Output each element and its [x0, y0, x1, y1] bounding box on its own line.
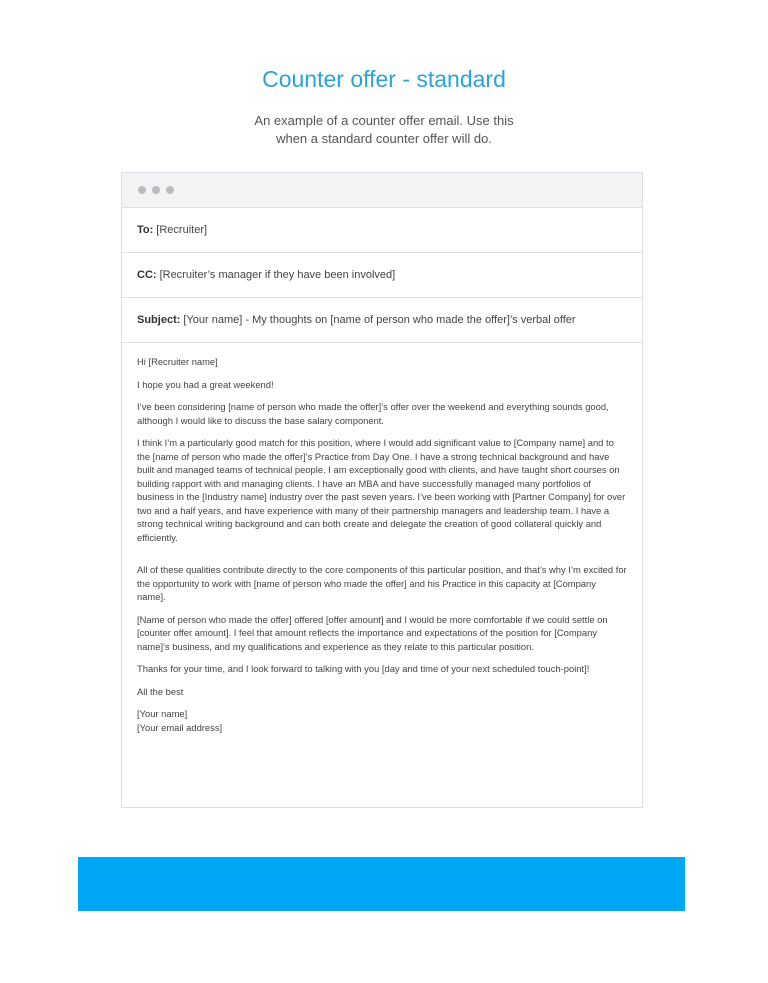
body-greeting: Hi [Recruiter name] [137, 356, 218, 367]
window-dot-icon [166, 186, 174, 194]
cc-row [122, 253, 642, 298]
subtitle-line-1: An example of a counter offer email. Use this [254, 113, 514, 128]
window-dot-icon [138, 186, 146, 194]
body-paragraph-3: I think I’m a particularly good match for this position, where I would add significant value to [Company name] and to the [name of person who made the offer]’s Practice from Day One. I have a strong technical background and have built and managed teams of technical people. I am exceptionally good with clients, and have taught short courses on building rapport with and managing clients. I have an MBA and have successfully managed many portfolios of business in the [Industry name] industry over the past seven years. I’ve been working with [Partner Company] for over two and a half years, and have experience with many of their partnership managers and leadership team. I have a strong technical writing background and can both create and delegate the creation of good collateral quickly and efficiently. [137, 437, 626, 543]
to-row [122, 208, 642, 253]
window-dot-icon [152, 186, 160, 194]
body-paragraph-5: [Name of person who made the offer] offered [offer amount] and I would be more comfortable if we could settle on [counter offer amount]. I feel that amount reflects the importance and expectations of the position for [Company name]’s business, and my qualifications and experience as they relate to this particular position. [137, 613, 608, 652]
page-title: Counter offer - standard [262, 66, 506, 92]
subject-row [122, 298, 642, 343]
body-signoff: All the best [137, 685, 184, 697]
subject-value: [Your name] - My thoughts on [name of person who made the offer]’s verbal offer [183, 314, 576, 326]
cc-label: CC: [137, 269, 157, 281]
body-paragraph-1: I hope you had a great weekend! [137, 378, 274, 390]
body-paragraph-6: Thanks for your time, and I look forward to talking with you [day and time of your next scheduled touch-point]! [137, 663, 590, 674]
signature-email: [Your email address] [137, 721, 223, 733]
signature-name: [Your name] [137, 708, 188, 719]
footer-banner [78, 857, 685, 911]
to-value: [Recruiter] [156, 224, 208, 236]
body-paragraph-2: I’ve been considering [name of person who made the offer]’s offer over the weekend and everything sounds good, although I would like to discuss the base salary component. [137, 401, 609, 426]
page-subtitle [234, 112, 534, 148]
body-paragraph-4: All of these qualities contribute directly to the core components of this particular position, and that’s why I’m excited for the opportunity to work with [name of person who made the offer] and his Practice in this capacity at [Company name]. [137, 564, 627, 602]
subtitle-line-2: when a standard counter offer will do. [276, 131, 492, 146]
subject-label: Subject: [137, 314, 181, 326]
cc-value: [Recruiter’s manager if they have been involved] [159, 269, 396, 281]
email-window [121, 172, 643, 808]
email-body [122, 343, 642, 734]
window-titlebar [122, 173, 642, 208]
to-label: To: [137, 224, 154, 236]
